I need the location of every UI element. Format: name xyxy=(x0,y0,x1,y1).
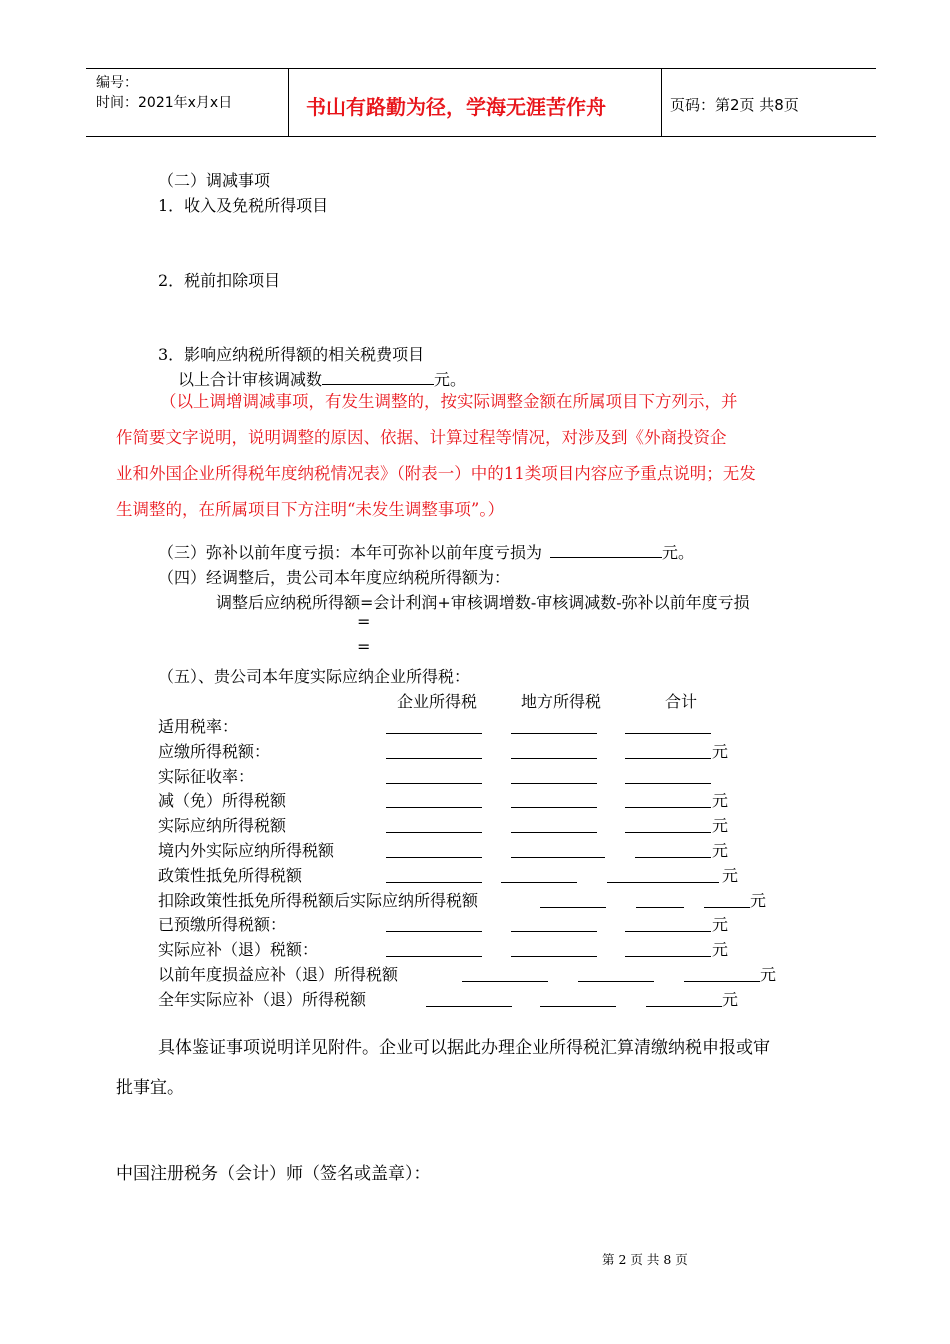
tax-row-unit: 元 xyxy=(712,915,729,935)
section4-eq1: = xyxy=(357,612,371,631)
header-divider-right xyxy=(661,68,662,136)
section2-item2: 2．税前扣除项目 xyxy=(158,271,281,290)
tax-row-label: 减（免）所得税额 xyxy=(158,791,287,811)
header-bottom-rule xyxy=(86,136,876,137)
tax-row-blank xyxy=(386,832,482,833)
section4-title: （四）经调整后，贵公司本年度应纳税所得额为： xyxy=(158,568,511,587)
tax-row-label: 实际应纳所得税额 xyxy=(158,816,287,836)
page-footer: 第 2 页 共 8 页 xyxy=(602,1252,688,1267)
column-header-total: 合计 xyxy=(665,692,698,711)
tax-row-unit: 元 xyxy=(712,741,729,761)
section2-item3: 3．影响应纳税所得额的相关税费项目 xyxy=(158,345,425,364)
header-top-rule xyxy=(86,68,876,69)
conclusion-line: 具体鉴证事项说明详见附件。企业可以据此办理企业所得税汇算清缴纳税申报或审 xyxy=(158,1038,770,1058)
tax-row-label: 境内外实际应纳所得税额 xyxy=(158,841,335,860)
tax-row-blank xyxy=(386,758,482,759)
column-header-enterprise-tax: 企业所得税 xyxy=(397,692,478,711)
tax-row-blank xyxy=(636,907,684,908)
tax-row-label: 适用税率： xyxy=(158,717,239,736)
tax-row-label: 已预缴所得税额： xyxy=(158,915,287,935)
header-divider-left xyxy=(288,68,289,136)
tax-row-blank xyxy=(511,733,597,734)
header-motto: 书山有路勤为径，学海无涯苦作舟 xyxy=(306,95,606,119)
section2-total-prefix: 以上合计审核调减数 xyxy=(178,370,323,389)
section2-item1: 1．收入及免税所得项目 xyxy=(158,196,329,215)
tax-row-unit: 元 xyxy=(712,940,729,960)
tax-row-blank xyxy=(607,882,719,883)
tax-row-blank xyxy=(578,981,654,982)
section3-unit: 元。 xyxy=(662,543,695,562)
tax-row-label: 扣除政策性抵免所得税额后实际应纳所得税额 xyxy=(158,890,479,910)
tax-row-blank xyxy=(386,882,482,883)
tax-row-blank xyxy=(704,907,750,908)
tax-row-blank xyxy=(511,832,597,833)
tax-row-blank xyxy=(426,1006,512,1007)
section3-line xyxy=(158,540,694,563)
tax-row-blank xyxy=(625,783,711,784)
conclusion xyxy=(116,1028,852,1108)
adjustment-note-line: （以上调增调减事项，有发生调整的，按实际调整金额在所属项目下方列示，并 xyxy=(160,392,738,411)
tax-row-blank xyxy=(386,857,482,858)
header-page-label: 页码：第2页 共8页 xyxy=(670,96,799,114)
tax-row-label: 实际应补（退）税额： xyxy=(158,940,319,960)
tax-row-label: 实际征收率： xyxy=(158,766,255,786)
tax-row-blank xyxy=(386,733,482,734)
tax-row-blank xyxy=(540,1006,616,1007)
tax-row-blank xyxy=(625,733,711,734)
section2-title: （二）调减事项 xyxy=(158,171,271,190)
tax-row-blank xyxy=(625,832,711,833)
adjustment-note-line: 生调整的，在所属项目下方注明“未发生调整事项”。） xyxy=(116,500,505,519)
tax-row-blank xyxy=(511,857,605,858)
tax-row-blank xyxy=(386,956,482,957)
tax-row-unit: 元 xyxy=(760,965,777,984)
tax-row-blank xyxy=(625,807,711,808)
header-time: 时间：2021年x月x日 xyxy=(96,95,233,111)
section4-formula: 调整后应纳税所得额=会计利润+审核调增数-审核调减数-弥补以前年度亏损 xyxy=(216,593,750,612)
tax-row-blank xyxy=(462,981,548,982)
tax-row-blank xyxy=(511,783,597,784)
section5-title: （五）、贵公司本年度实际应纳企业所得税： xyxy=(158,667,471,686)
tax-row-unit: 元 xyxy=(750,890,767,910)
tax-row-unit: 元 xyxy=(712,791,729,811)
tax-row-label: 应缴所得税额： xyxy=(158,741,271,761)
tax-row-blank xyxy=(540,907,606,908)
tax-row-label: 以前年度损益应补（退）所得税额 xyxy=(158,965,399,984)
tax-row-unit: 元 xyxy=(712,841,729,860)
tax-row-blank xyxy=(386,807,482,808)
tax-row-blank xyxy=(511,807,597,808)
tax-row-blank xyxy=(501,882,577,883)
tax-row-label: 政策性抵免所得税额 xyxy=(158,865,303,885)
adjustment-note-line: 业和外国企业所得税年度纳税情况表》（附表一）中的11类项目内容应予重点说明；无发 xyxy=(116,464,756,483)
tax-row-blank xyxy=(625,758,711,759)
tax-row-blank xyxy=(646,1006,722,1007)
tax-row-label: 全年实际应补（退）所得税额 xyxy=(158,989,367,1009)
tax-row-blank xyxy=(386,931,482,932)
adjustment-note-line: 作简要文字说明，说明调整的原因、依据、计算过程等情况，对涉及到《外商投资企 xyxy=(116,428,727,447)
column-header-local-tax: 地方所得税 xyxy=(521,692,602,711)
section3-blank xyxy=(550,543,662,558)
section2-total-blank xyxy=(322,370,434,385)
tax-row-blank xyxy=(625,931,711,932)
conclusion-line: 批事宜。 xyxy=(116,1078,184,1098)
signature-label: 中国注册税务（会计）师（签名或盖章）： xyxy=(116,1164,431,1184)
tax-row-unit: 元 xyxy=(722,989,739,1009)
tax-row-blank xyxy=(386,783,482,784)
tax-row-blank xyxy=(511,931,597,932)
tax-row-unit: 元 xyxy=(722,865,739,885)
header-serial: 编号： xyxy=(96,75,138,91)
tax-row-blank xyxy=(684,981,760,982)
tax-row-blank xyxy=(625,956,711,957)
section4-eq2: = xyxy=(357,637,371,656)
tax-row-blank xyxy=(511,758,597,759)
adjustment-note xyxy=(116,384,852,528)
section2-total-unit: 元。 xyxy=(434,370,467,389)
section3-text: （三）弥补以前年度亏损：本年可弥补以前年度亏损为 xyxy=(158,543,543,562)
tax-row-blank xyxy=(635,857,711,858)
tax-row-unit: 元 xyxy=(712,816,729,836)
tax-row-blank xyxy=(511,956,597,957)
